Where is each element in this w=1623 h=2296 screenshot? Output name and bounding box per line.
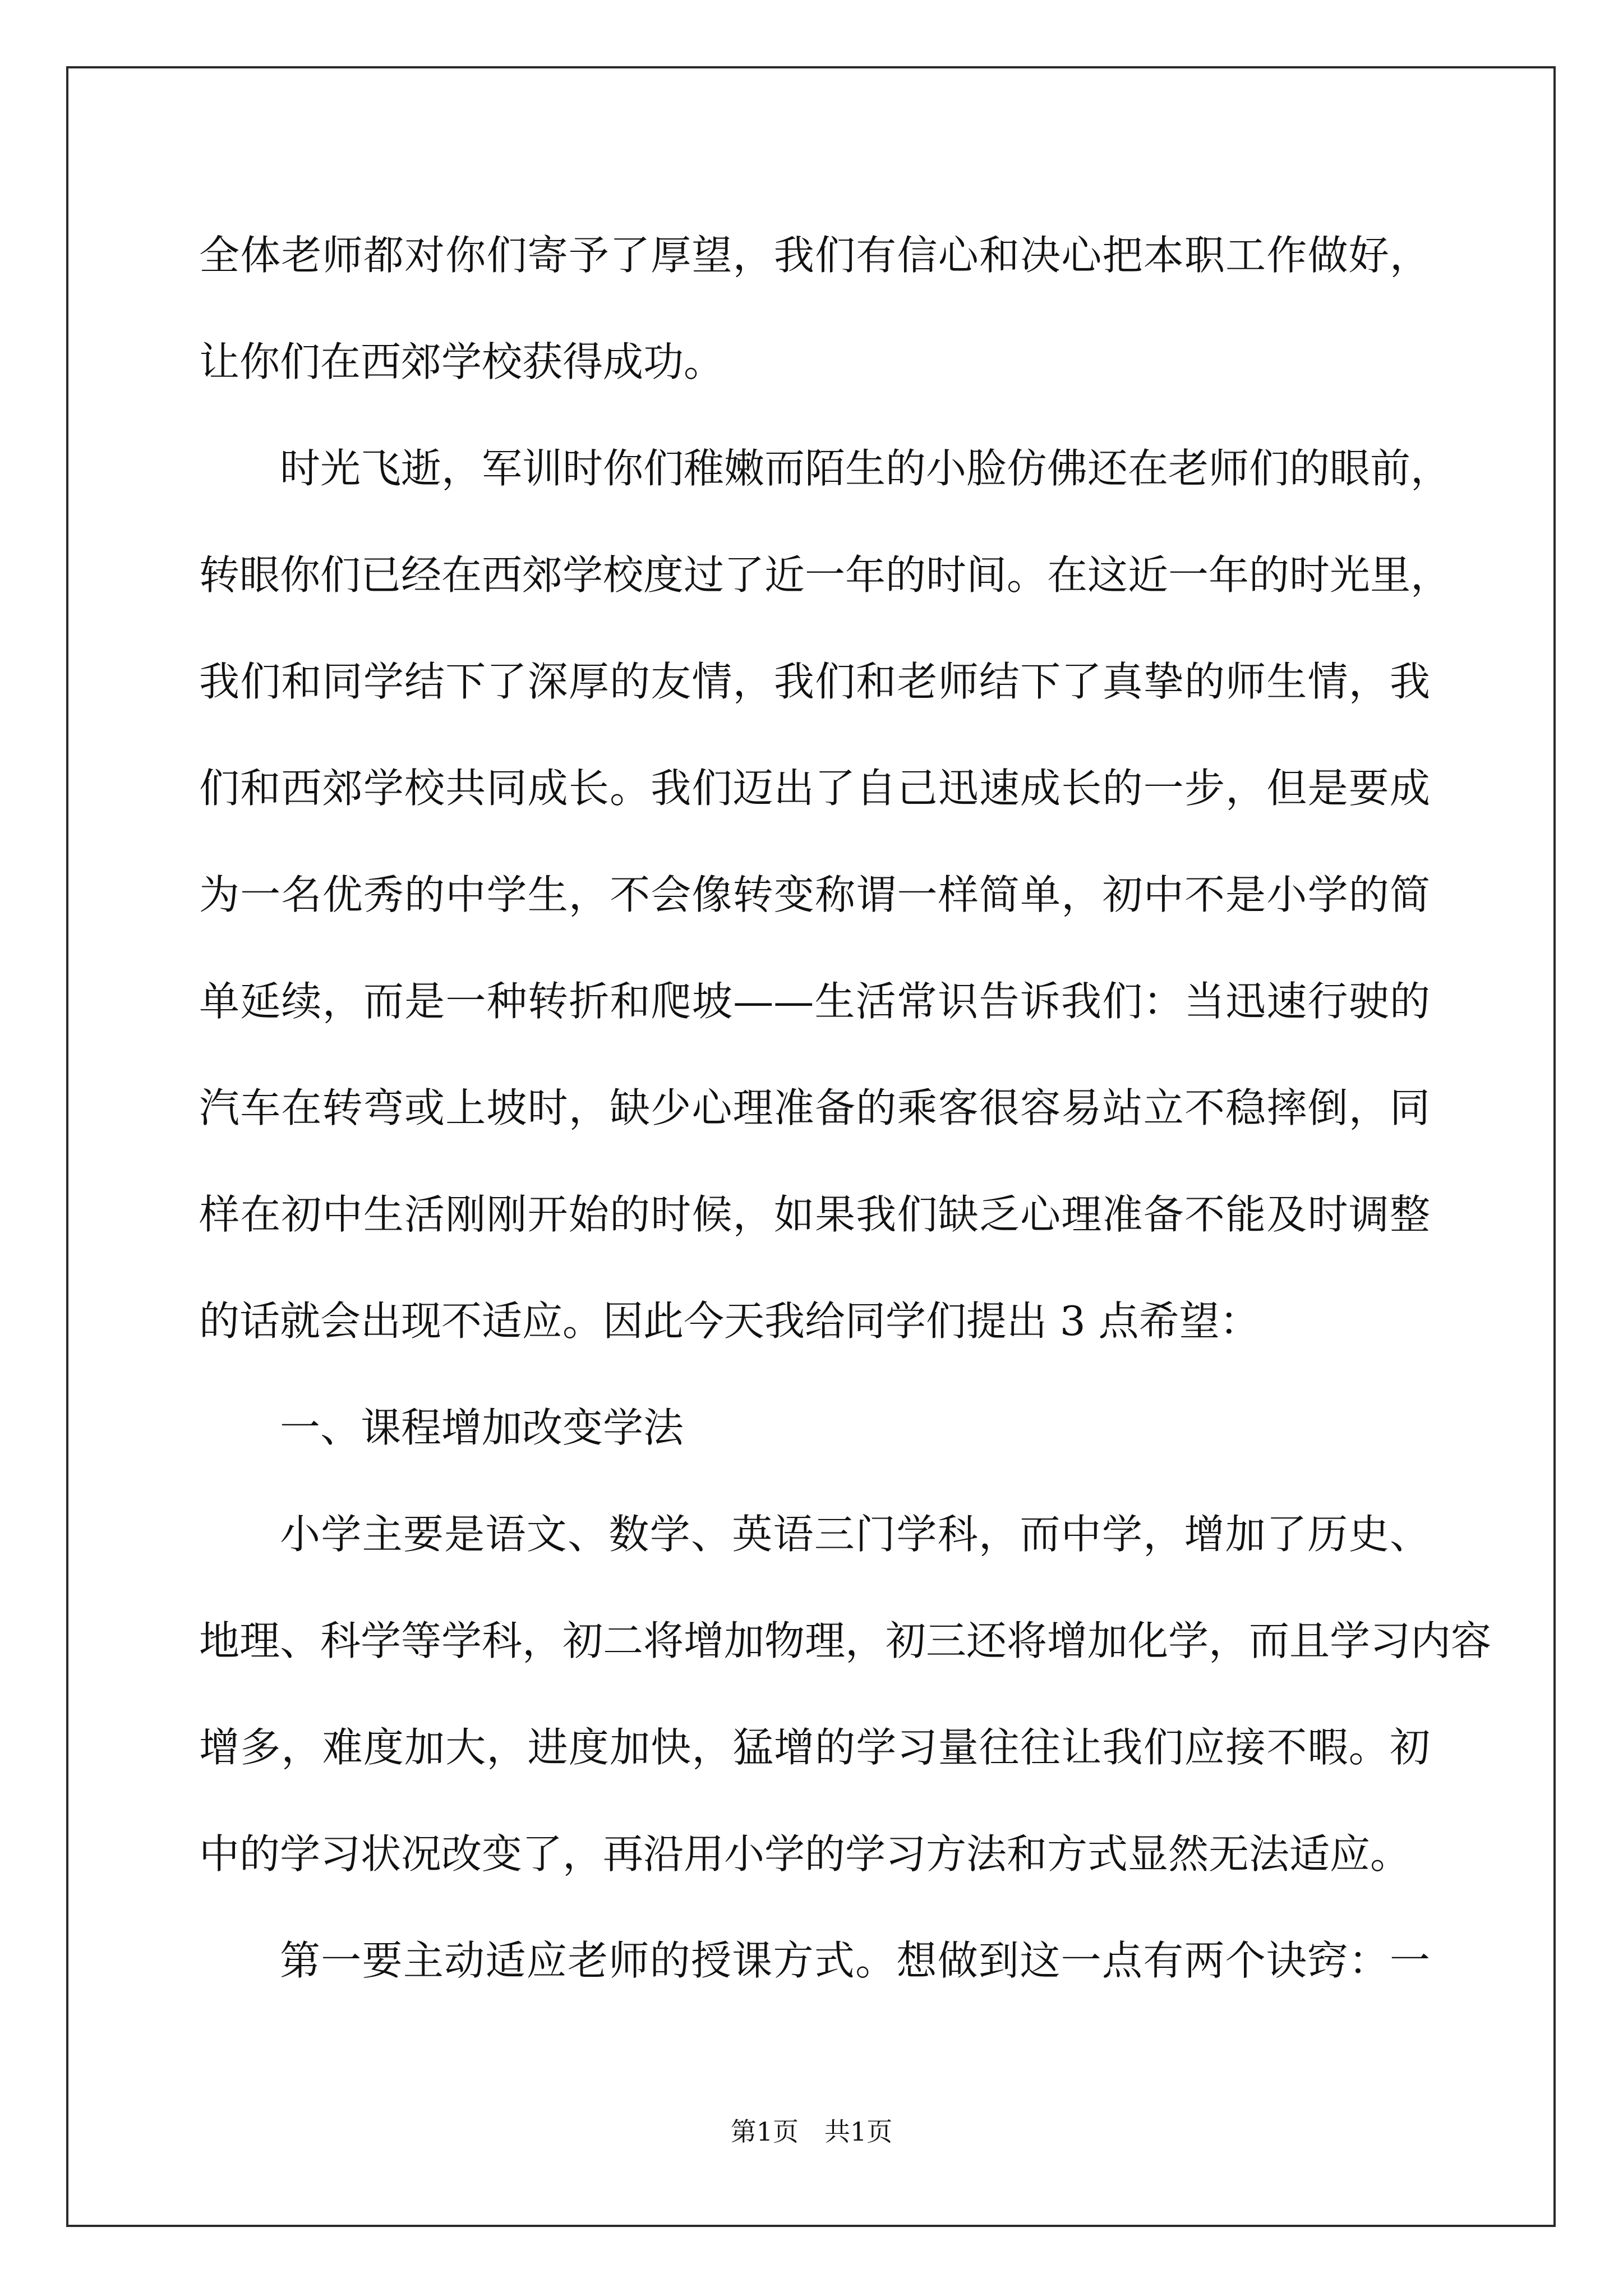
text-line: 全体老师都对你们寄予了厚望，我们有信心和决心把本职工作做好，	[199, 232, 1430, 279]
text-line: 单延续，而是一种转折和爬坡——生活常识告诉我们：当迅速行驶的	[199, 978, 1430, 1025]
text-line: 汽车在转弯或上坡时，缺少心理准备的乘客很容易站立不稳摔倒，同	[199, 1084, 1430, 1131]
text-line: 让你们在西郊学校获得成功。	[199, 338, 725, 385]
page-footer: 第1页 共1页	[730, 2116, 893, 2147]
text-line: 地理、科学等学科，初二将增加物理，初三还将增加化学，而且学习内容	[199, 1617, 1492, 1664]
text-line: 中的学习状况改变了，再沿用小学的学习方法和方式显然无法适应。	[199, 1830, 1411, 1878]
text-line: 增多，难度加大，进度加快，猛增的学习量往往让我们应接不暇。初	[199, 1724, 1430, 1771]
text-line: 小学主要是语文、数学、英语三门学科，而中学，增加了历史、	[280, 1511, 1430, 1558]
text-line: 时光飞逝，军训时你们稚嫩而陌生的小脸仿佛还在老师们的眼前，	[280, 445, 1451, 492]
text-line: 转眼你们已经在西郊学校度过了近一年的时间。在这近一年的时光里，	[199, 551, 1451, 599]
section-heading: 一、课程增加改变学法	[280, 1404, 684, 1451]
document-body	[199, 222, 1492, 2033]
text-line: 为一名优秀的中学生，不会像转变称谓一样简单，初中不是小学的简	[199, 871, 1430, 918]
text-line: 样在初中生活刚刚开始的时候，如果我们缺乏心理准备不能及时调整	[199, 1191, 1430, 1238]
text-line: 第一要主动适应老师的授课方式。想做到这一点有两个诀窍：一	[280, 1937, 1430, 1984]
text-line: 们和西郊学校共同成长。我们迈出了自己迅速成长的一步，但是要成	[199, 765, 1430, 812]
text-line: 的话就会出现不适应。因此今天我给同学们提出 3 点希望：	[199, 1297, 1260, 1345]
text-line: 我们和同学结下了深厚的友情，我们和老师结下了真挚的师生情，我	[199, 658, 1430, 705]
